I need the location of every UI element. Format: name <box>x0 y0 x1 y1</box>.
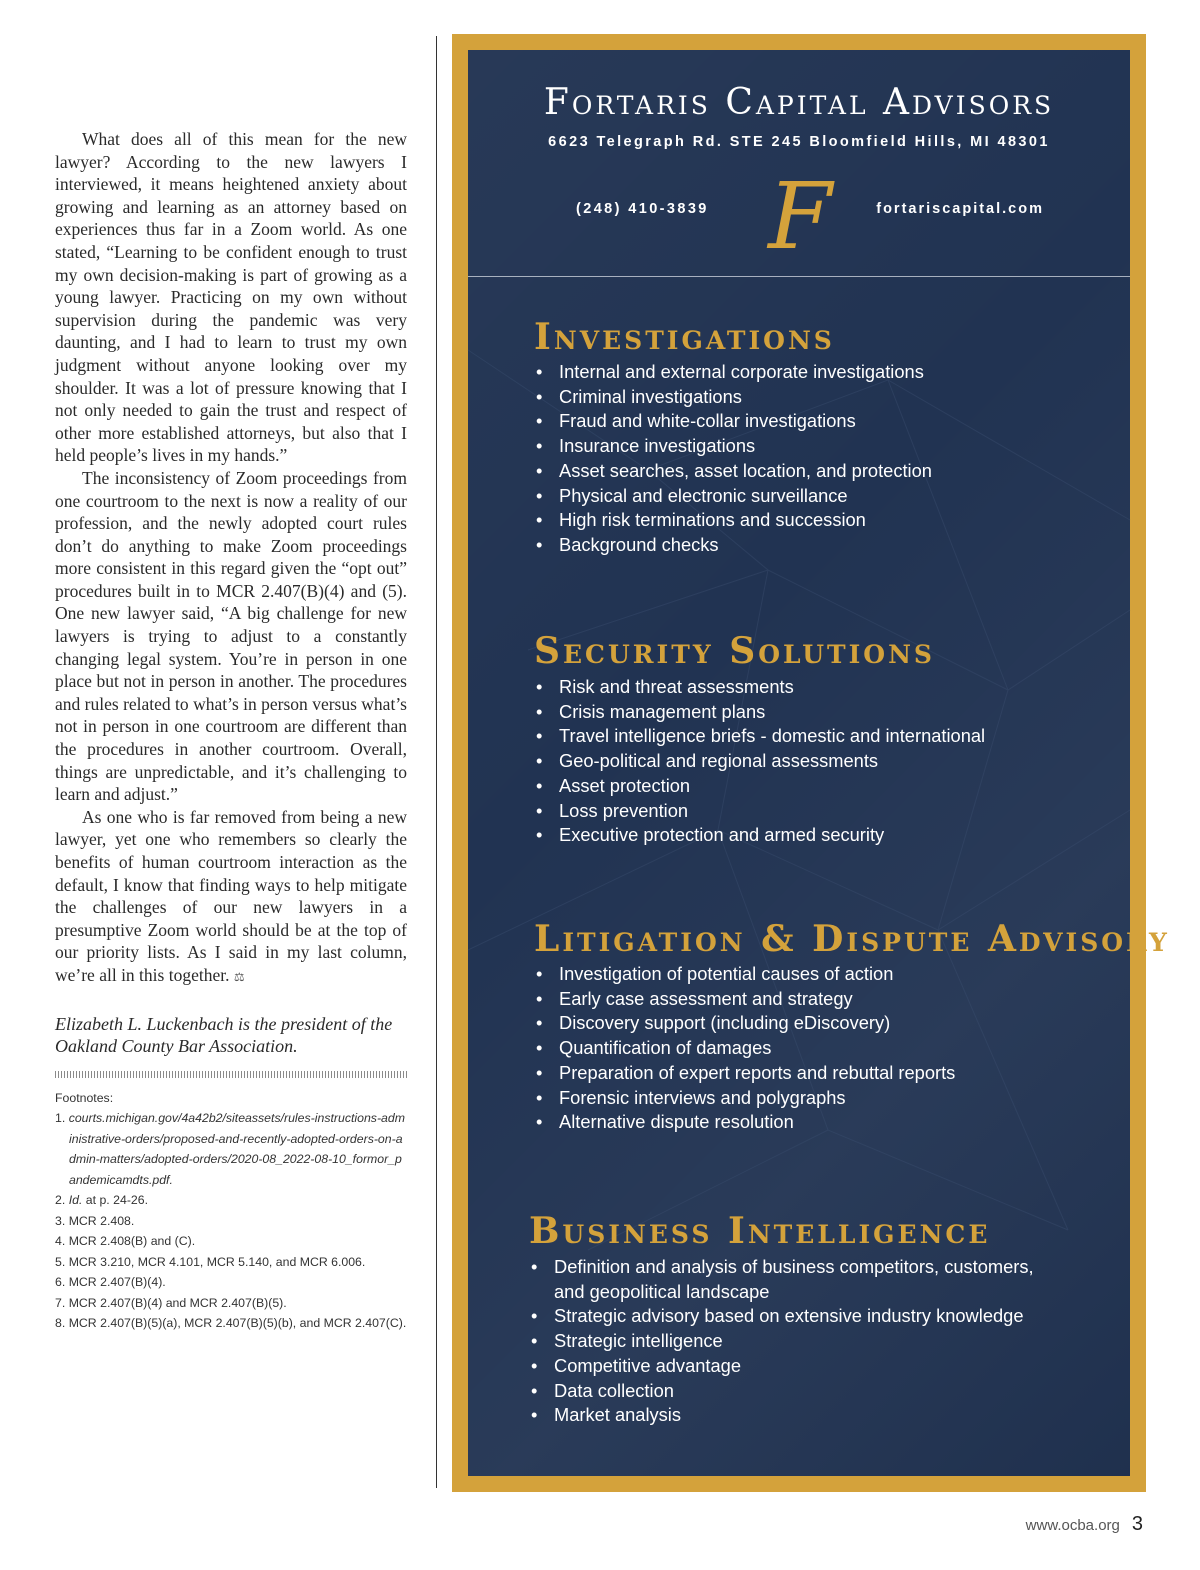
list-item: • Background checks <box>534 533 932 558</box>
list-item: • Geo-political and regional assessments <box>534 749 985 774</box>
list-item: • Internal and external corporate investigations <box>534 360 932 385</box>
article-paragraph <box>55 806 407 989</box>
header-divider <box>468 276 1130 277</box>
list-item: • Discovery support (including eDiscovery) <box>534 1011 955 1036</box>
section-title-security-solutions: Security Solutions <box>534 630 935 672</box>
footnote-number: 3. <box>55 1213 66 1228</box>
author-byline: Elizabeth L. Luckenbach is the president of the Oakland County Bar Association. <box>55 1013 393 1056</box>
list-item: • Data collection <box>529 1379 1069 1404</box>
footnote-item <box>55 1190 407 1211</box>
business-intelligence-list <box>529 1255 1069 1428</box>
list-item: • Asset protection <box>534 774 985 799</box>
footnote-text: MCR 2.407(B)(4) and MCR 2.407(B)(5). <box>68 1295 287 1310</box>
list-item: • Loss prevention <box>534 799 985 824</box>
article-column <box>55 128 407 1334</box>
footnote-text: MCR 2.407(B)(4). <box>68 1275 166 1290</box>
page-footer <box>1026 1513 1143 1536</box>
footnotes-list <box>55 1108 407 1334</box>
list-item: • Physical and electronic surveillance <box>534 484 932 509</box>
footnotes-heading: Footnotes: <box>55 1090 114 1105</box>
list-item: • Quantification of damages <box>534 1036 955 1061</box>
list-item: • Fraud and white-collar investigations <box>534 409 932 434</box>
footnote-link[interactable]: courts.michigan.gov/4a42b2/siteassets/rules-instructions-administrative-orders/proposed-and-recently-adopted-orders-on-admin-matters/adopted-orders/2020-08_2022-08-10_formor_pandemicamdts.pdf. <box>68 1111 405 1187</box>
list-item: • Insurance investigations <box>534 434 932 459</box>
investigations-list <box>534 360 932 558</box>
footnote-number: 5. <box>55 1254 66 1269</box>
footnote-number: 2. <box>55 1193 66 1208</box>
footnote-number: 4. <box>55 1234 66 1249</box>
footnote-number: 1. <box>55 1111 66 1126</box>
fortaris-logo-icon <box>768 163 832 270</box>
section-title-litigation: Litigation & Dispute Advisory <box>534 918 1170 960</box>
footnote-item <box>55 1293 407 1314</box>
security-solutions-list <box>534 675 985 848</box>
footnote-item <box>55 1272 407 1293</box>
list-item: • Asset searches, asset location, and protection <box>534 459 932 484</box>
firm-website[interactable]: fortariscapital.com <box>876 201 1044 217</box>
footer-website[interactable]: www.ocba.org <box>1025 1517 1120 1534</box>
litigation-list <box>534 962 955 1135</box>
footnote-text: MCR 2.408(B) and (C). <box>68 1234 196 1249</box>
list-item: • Definition and analysis of business competitors, customers, and geopolitical landscape <box>529 1255 1069 1304</box>
list-item: • Market analysis <box>529 1403 1069 1428</box>
divider <box>55 1071 407 1078</box>
advertisement-panel <box>468 50 1170 1476</box>
column-divider <box>436 36 437 1488</box>
footnote-item <box>55 1313 407 1334</box>
logo-letter: F <box>768 163 832 270</box>
footnote-item <box>55 1252 407 1273</box>
page-number: 3 <box>1131 1513 1143 1535</box>
footnote-item <box>55 1211 407 1232</box>
list-item: • Investigation of potential causes of action <box>534 962 955 987</box>
list-item: • Travel intelligence briefs - domestic and international <box>534 724 985 749</box>
list-item: • Early case assessment and strategy <box>534 987 955 1012</box>
scales-icon: ⚖ <box>233 969 245 984</box>
footnote-number: 8. <box>55 1316 66 1331</box>
footnote-text: MCR 2.408. <box>68 1213 135 1228</box>
article-paragraph: What does all of this mean for the new lawyer? According to the new lawyers I interviewed, it means heightened anxiety about growing and learning as an attorney based on experiences thus far in a Zoom world. As one stated, “Learning to be confident enough to trust my own decision-making is part of growing as a young lawyer. Practicing on my own without supervision during the pandemic was very daunting, and I had to learn to trust my own judgment without anyone looking over my shoulder. It was a lot of pressure knowing that I not only needed to gain the trust and respect of other more established attorneys, but also that I held people’s lives in my hands.” <box>55 129 407 466</box>
section-title-investigations: Investigations <box>534 316 835 358</box>
list-item: • Competitive advantage <box>529 1354 1069 1379</box>
footnotes <box>55 1088 407 1334</box>
firm-phone[interactable]: (248) 410-3839 <box>576 201 709 217</box>
footnote-number: 7. <box>55 1295 66 1310</box>
list-item: • Strategic intelligence <box>529 1329 1069 1354</box>
list-item: • Executive protection and armed security <box>534 823 985 848</box>
footnote-item <box>55 1108 407 1190</box>
section-title-business-intelligence: Business Intelligence <box>529 1210 991 1252</box>
list-item: • Crisis management plans <box>534 700 985 725</box>
firm-name: Fortaris Capital Advisors <box>543 82 1055 123</box>
footnote-item <box>55 1231 407 1252</box>
footnote-italic: Id. <box>68 1193 83 1208</box>
footnote-text: MCR 3.210, MCR 4.101, MCR 5.140, and MCR 6.006. <box>68 1254 366 1269</box>
footnote-text: MCR 2.407(B)(5)(a), MCR 2.407(B)(5)(b), and MCR 2.407(C). <box>68 1316 407 1331</box>
article-paragraph: The inconsistency of Zoom proceedings from one courtroom to the next is now a reality of our profession, and the newly adopted court rules don’t do anything to make Zoom proceedings more consistent in this regard given the “opt out” procedures built in to MCR 2.407(B)(4) and (5). One new lawyer said, “A big challenge for new lawyers is trying to adjust to a constantly changing legal system. You’re in person in one place but not in person in another. The procedures and rules related to what’s in person versus what’s not in person in one courtroom are different than the procedures in another courtroom. Overall, things are unpredictable, and it’s challenging to learn and adjust.” <box>55 467 407 805</box>
footnote-text: at p. 24-26. <box>82 1193 149 1208</box>
list-item: • Alternative dispute resolution <box>534 1110 955 1135</box>
footnote-number: 6. <box>55 1275 66 1290</box>
article-paragraph-text: As one who is far removed from being a new lawyer, yet one who remembers so clearly the benefits of human courtroom interaction as the default, I know that finding ways to help mitigate the challenges of our new lawyers in a presumptive Zoom world should be at the top of our priority lists. As I said in my last column, we’re all in this together. <box>55 806 407 985</box>
list-item: • Risk and threat assessments <box>534 675 985 700</box>
advertisement-frame <box>452 34 1170 1492</box>
list-item: • Strategic advisory based on extensive industry knowledge <box>529 1304 1069 1329</box>
list-item: • High risk terminations and succession <box>534 508 932 533</box>
list-item: • Criminal investigations <box>534 385 932 410</box>
list-item: • Forensic interviews and polygraphs <box>534 1086 955 1111</box>
list-item: • Preparation of expert reports and rebuttal reports <box>534 1061 955 1086</box>
firm-address: 6623 Telegraph Rd. STE 245 Bloomfield Hills, MI 48301 <box>548 134 1050 150</box>
